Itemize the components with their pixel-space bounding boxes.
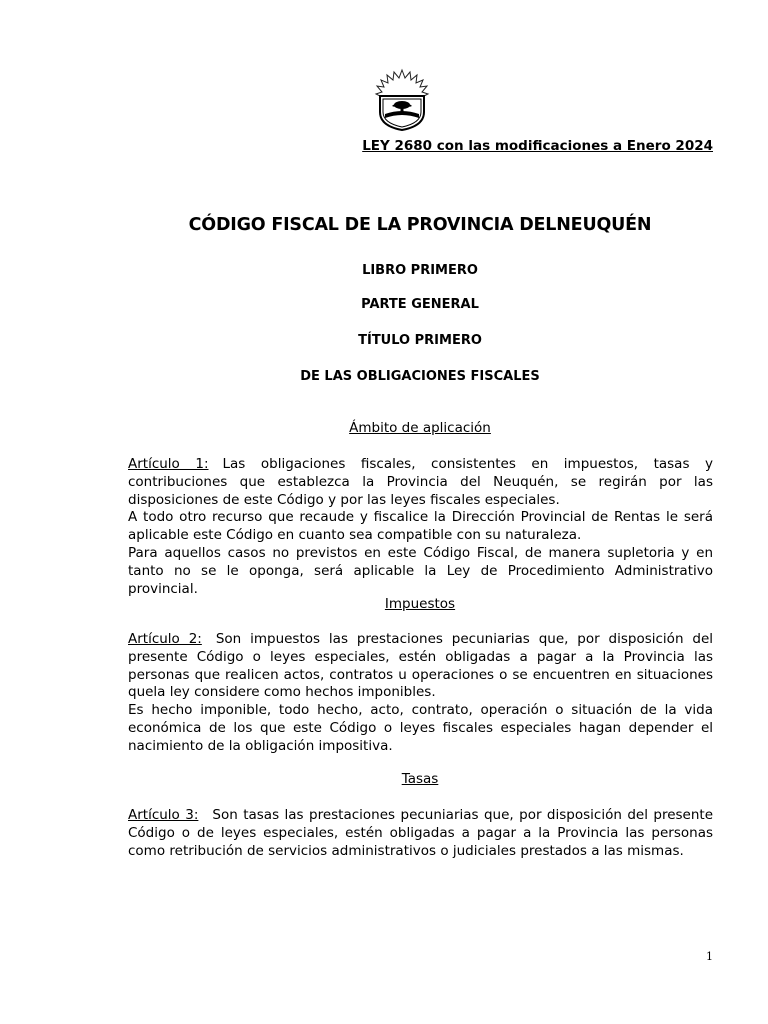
article-paragraph: Para aquellos casos no previstos en este Código Fiscal, de manera supletoria y en tanto no se le oponga, será aplicable la Ley de Procedimiento Administrativo provincial. <box>128 544 713 597</box>
title-heading: TÍTULO PRIMERO <box>358 333 482 348</box>
part-heading: PARTE GENERAL <box>361 297 479 312</box>
article-label: Artículo 1: <box>128 456 209 472</box>
section-heading-impuestos: Impuestos <box>384 596 456 612</box>
document-title: CÓDIGO FISCAL DE LA PROVINCIA DELNEUQUÉN <box>188 215 652 235</box>
article-paragraph: A todo otro recurso que recaude y fiscalice la Dirección Provincial de Rentas le será aplicable este Código en cuanto sea compatible con su naturaleza. <box>128 509 713 544</box>
article-3 <box>128 807 713 860</box>
book-heading: LIBRO PRIMERO <box>362 263 478 278</box>
article-paragraph <box>128 807 713 860</box>
law-reference: LEY 2680 con las modificaciones a Enero 2024 <box>362 138 713 154</box>
article-paragraph <box>128 456 713 509</box>
article-paragraph <box>128 631 713 702</box>
article-label: Artículo 2: <box>128 631 202 647</box>
provincial-seal-icon <box>372 68 432 132</box>
article-text: Las obligaciones fiscales, consistentes en impuestos, tasas y contribuciones que establezca la Provincia del Neuquén, se regirán por las disposiciones de este Código y por las leyes fiscales especiales. <box>128 456 714 508</box>
article-label: Artículo 3: <box>128 807 199 823</box>
section-heading-ambito: Ámbito de aplicación <box>349 420 491 436</box>
article-1 <box>128 456 713 598</box>
page-number: 1 <box>706 950 713 963</box>
section-heading-tasas: Tasas <box>401 771 439 787</box>
article-2 <box>128 631 713 756</box>
article-text: Son tasas las prestaciones pecuniarias que, por disposición del presente Código o de leyes especiales, estén obligadas a pagar a la Provincia las personas como retribución de servicios administrativos o judiciales prestados a las mismas. <box>128 807 713 859</box>
article-text: Son impuestos las prestaciones pecuniarias que, por disposición del presente Código o leyes especiales, estén obligadas a pagar a la Provincia las personas que realicen actos, contratos u operaciones o se encuentren en situaciones quela ley considere como hechos imponibles. <box>128 631 713 701</box>
article-paragraph: Es hecho imponible, todo hecho, acto, contrato, operación o situación de la vida económica de los que este Código o leyes fiscales especiales hagan depender el nacimiento de la obligación impositiva. <box>128 702 713 754</box>
subject-heading: DE LAS OBLIGACIONES FISCALES <box>300 369 540 384</box>
